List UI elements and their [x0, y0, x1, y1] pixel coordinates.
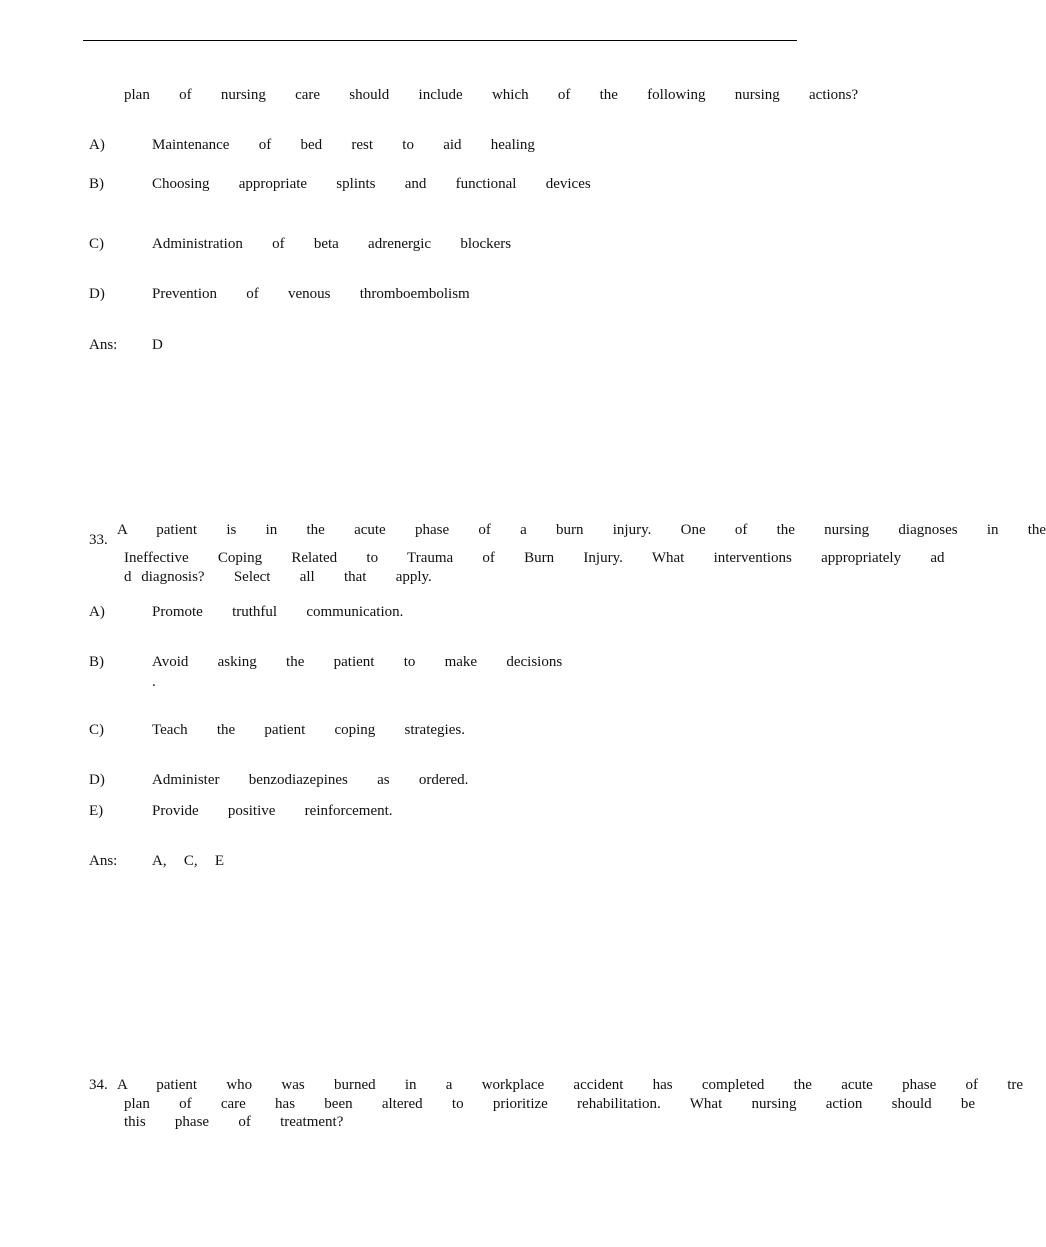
q33-stem-line-3: d diagnosis? Select all that apply. — [124, 569, 432, 585]
q32-option-d-text: Prevention of venous thromboembolism — [152, 286, 470, 302]
q32-option-d-letter: D) — [89, 286, 105, 302]
q34-stem-line-2: plan of care has been altered to prioritize rehabilitation. What nursing action should be — [124, 1096, 976, 1112]
q32-option-b-letter: B) — [89, 176, 104, 192]
q32-option-a-text: Maintenance of bed rest to aid healing — [152, 137, 535, 153]
q33-stem-line-2: Ineffective Coping Related to Trauma of Burn Injury. What interventions appropriately ad — [124, 550, 945, 566]
q33-option-b-letter: B) — [89, 654, 104, 670]
q32-option-b-text: Choosing appropriate splints and functional devices — [152, 176, 591, 192]
q33-option-c-text: Teach the patient coping strategies. — [152, 722, 465, 738]
q33-answer-label: Ans: — [89, 853, 118, 869]
q33-stem-line-1: A patient is in the acute phase of a burn injury. One of the nursing diagnoses in the — [117, 522, 1046, 538]
q32-option-a-letter: A) — [89, 137, 105, 153]
q33-option-d-letter: D) — [89, 772, 105, 788]
q33-option-a-letter: A) — [89, 604, 105, 620]
q32-answer-value: D — [152, 337, 163, 353]
q33-option-a-text: Promote truthful communication. — [152, 604, 404, 620]
q33-answer-value: A, C, E — [152, 853, 224, 869]
q33-option-b-text: Avoid asking the patient to make decisions — [152, 654, 563, 670]
q33-option-e-text: Provide positive reinforcement. — [152, 803, 393, 819]
q33-option-b-period: . — [152, 674, 156, 690]
q32-option-c-letter: C) — [89, 236, 104, 252]
q34-stem-line-1: A patient who was burned in a workplace accident has completed the acute phase of tre — [117, 1077, 1024, 1093]
q32-option-c-text: Administration of beta adrenergic blockers — [152, 236, 512, 252]
q32-answer-label: Ans: — [89, 337, 118, 353]
q34-stem-line-3: this phase of treatment? — [124, 1114, 344, 1130]
q33-option-e-letter: E) — [89, 803, 104, 819]
q33-number: 33. — [89, 532, 108, 548]
q33-option-d-text: Administer benzodiazepines as ordered. — [152, 772, 469, 788]
header-rule — [83, 40, 797, 41]
q32-stem-tail: plan of nursing care should include which of the following nursing actions? — [124, 87, 859, 103]
q34-number: 34. — [89, 1077, 108, 1093]
q33-option-c-letter: C) — [89, 722, 104, 738]
